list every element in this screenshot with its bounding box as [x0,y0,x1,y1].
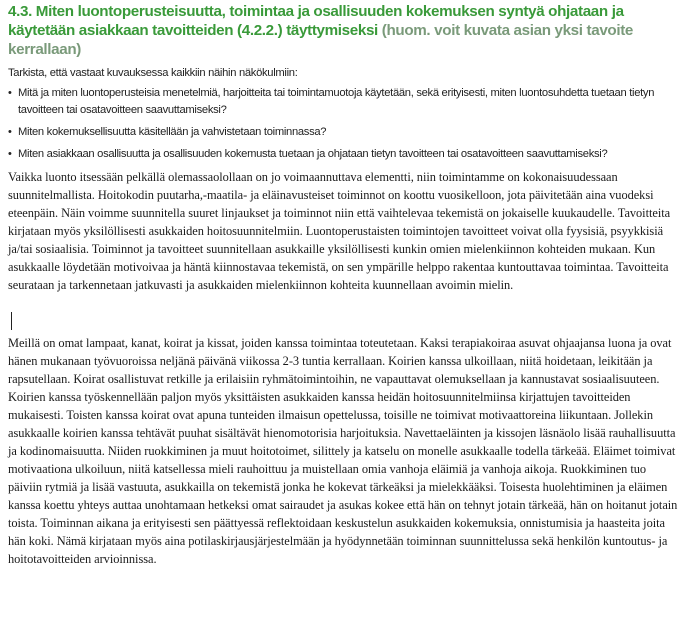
instruction-text: Miten asiakkaan osallisuutta ja osallisuuden kokemusta tuetaan ja ohjataan tietyn tavoitteen tai osatavoitteen saavuttamiseksi? [18,148,608,160]
instructions-intro: Tarkista, että vastaat kuvauksessa kaikkiin näihin näkökulmiin: [8,67,298,79]
text-cursor[interactable] [11,312,12,330]
section-heading [8,2,679,59]
instructions-block [8,65,679,163]
instruction-text: Mitä ja miten luontoperusteisia menetelmiä, harjoitteita tai toimintamuotoja käytetään, sekä erityisesti, miten luontosuhdetta tuetaan tietyn tavoitteen tai osatavoitteen saavuttamiseksi? [18,87,655,116]
heading-note: (huom. voit kuvata asian yksi tavoite kerrallaan) [8,22,634,58]
bullet-icon: • [8,148,12,160]
body-paragraph[interactable]: Vaikka luonto itsessään pelkällä olemassaolollaan on jo voimaannuttava elementti, niin toimintamme on kokonaisuudessaan suunnitelmallista. Hoitokodin puutarha,-maatila- ja eläinavusteiset toiminnot on koottu vuosikelloon, jota päivitetään aina vuodeksi eteenpäin. Näin voimme suunnitella suuret linjaukset ja toiminnot niin että vaihtelevaa tekemistä on jokaiselle kuukaudelle. Tavoitteita kirjataan myös yksilöllisesti asukkaiden hoitosuunnitelmiin. Luontoperustaisten toimintojen tavoitteet voivat olla fyysisiä, psyykkisiä ja/tai sosiaalisia. Toiminnot ja tavoitteet suunnitellaan asukkaille yksilöllisesti kunkin omien mielenkiinnon kohteiden mukaan. Kun asukkaalle löydetään motivoivaa ja häntä kiinnostavaa tekemistä, on sen ympärille helppo rakentaa kuntouttavaa toimintaa. Tavoitteita seurataan ja tarkennetaan jatkuvasti ja asukkaiden mielenkiinnon kohteita kuunnellaan avoimin mielin. [8,170,671,292]
bullet-icon: • [8,87,12,99]
body-paragraph[interactable]: Meillä on omat lampaat, kanat, koirat ja kissat, joiden kanssa toimintaa toteutetaan. Kaksi terapiakoiraa asuvat ohjaajansa luona ja ovat hänen mukanaan työvuoroissa neljänä päivänä viikossa 2-3 tuntia kerrallaan. Koirien kanssa ulkoillaan, niitä hoidetaan, leikitään ja rapsutellaan. Koirat osallistuvat retkille ja erilaisiin ryhmätoimintoihin, ne vapauttavat olemuksellaan ja kannustavat sosiaalisuuteen. Koirien kanssa työskennellään paljon myös yksittäisten asukkaiden kanssa heidän hoitosuunnitelmiinsa kirjattujen tavoitteiden mukaisesti. Toisten kanssa koirat ovat apuna tunteiden ilmaisun opettelussa, toisille ne toimivat motivaattoreina liikuntaan. Jollekin asukkaalle koirien kanssa tehtävät puuhat sisältävät hienomotorisia harjoituksia. Navettaeläinten ja kissojen läsnäolo lisää rauhallisuutta ja kodinomaisuutta. Niiden ruokkiminen ja muut hoitotoimet, silittely ja katselu on monelle asukkaalle todella tärkeää. Eläimet toimivat motivaationa ulkoiluun, niitä katsellessa mieli rauhoittuu ja muistellaan omia vanhoja eläimiä ja vanhoja aikoja. Ruokkiminen tuo päiviin rytmiä ja lisää vastuuta, asukkailla on tekemistä jonka he kokevat tärkeäksi ja mielekkääksi. Toisesta huolehtiminen ja eläimen kanssa koettu yhteys auttaa unohtamaan hetkeksi omat sairaudet ja asukas kokee että hän on tehnyt jotain tärkeää, hän on hoitanut jotain toista. Toiminnan aikana ja erityisesti sen päättyessä reflektoidaan keskustelun asukkaiden kokemuksia, onnistumisia ja haasteita joita hän koki. Nämä kirjataan myös aina potilaskirjausjärjestelmään ja hyödynnetään toiminnan suunnittelussa sekä henkilön kuntoutus- ja hoitotavoitteiden arvioinnissa. [8,336,678,566]
instructions-list [8,85,679,163]
heading-main: 4.3. Miten luontoperusteisuutta, toimintaa ja osallisuuden kokemuksen syntyä ohjataan ja käytetään asiakkaan tavoitteiden (4.2.2.) täyttymiseksi [8,3,624,39]
instruction-item [8,85,679,119]
instruction-text: Miten kokemuksellisuutta käsitellään ja vahvistetaan toiminnassa? [18,126,327,138]
bullet-icon: • [8,126,12,138]
instruction-item [8,124,679,141]
instruction-item [8,146,679,163]
